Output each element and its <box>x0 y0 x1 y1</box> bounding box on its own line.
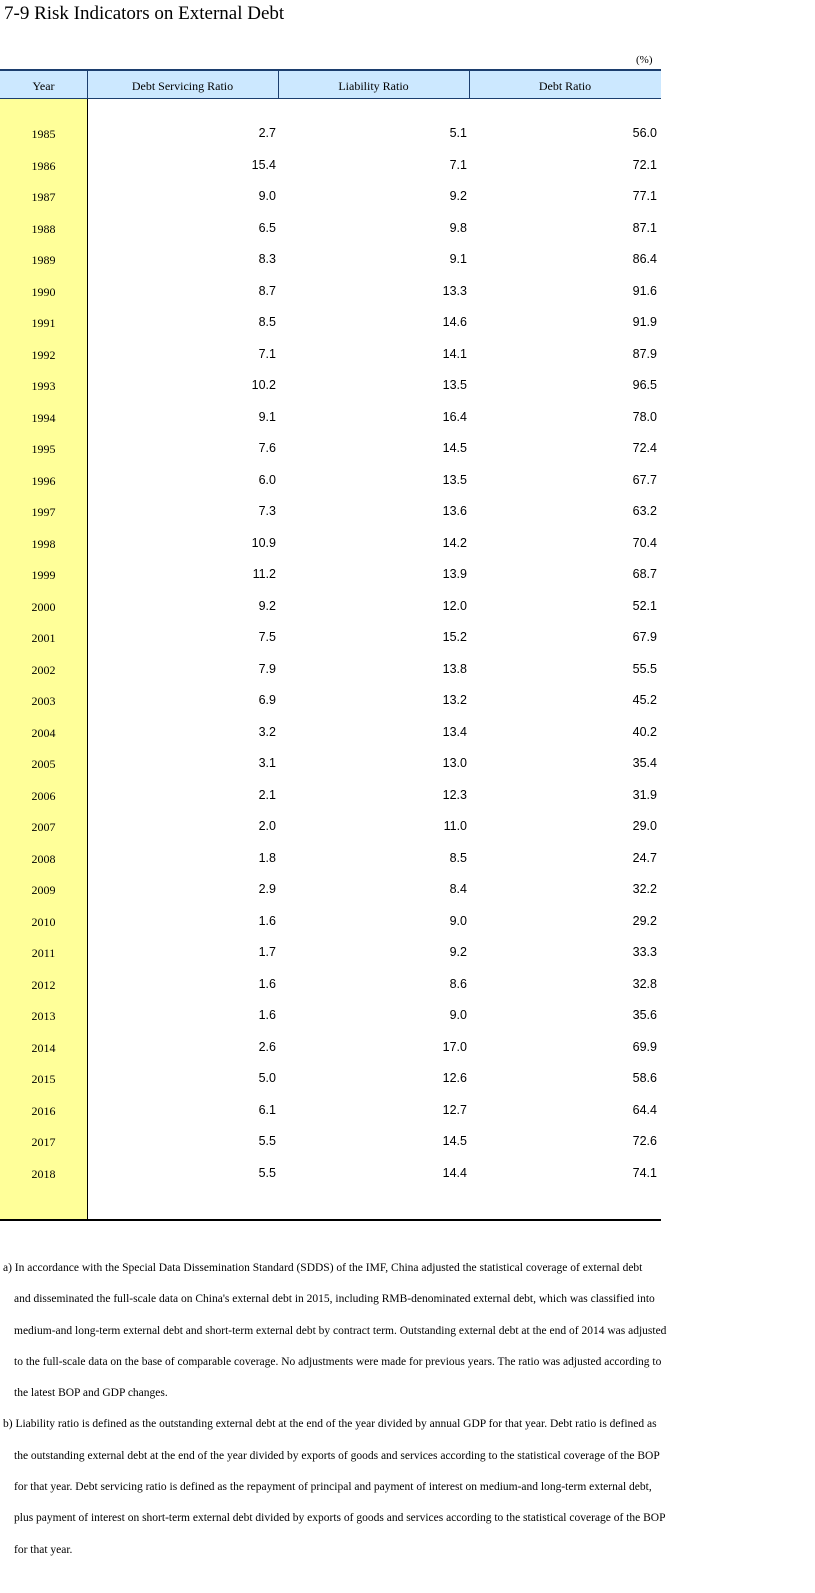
cell-debt-ratio: 69.9 <box>632 1039 657 1054</box>
cell-liability-ratio: 12.6 <box>442 1071 467 1085</box>
cell-debt-ratio: 55.5 <box>632 661 657 676</box>
cell-debt-ratio: 33.3 <box>632 945 657 959</box>
table-row <box>0 1127 661 1159</box>
cell-debt-servicing-ratio: 7.9 <box>258 661 276 676</box>
cell-debt-servicing-ratio: 3.1 <box>258 756 276 770</box>
table-row <box>0 623 661 655</box>
header-debt-servicing-ratio: Debt Servicing Ratio <box>131 79 234 93</box>
cell-year: 2008 <box>31 851 56 866</box>
table-row <box>0 403 661 435</box>
cell-year: 1995 <box>31 442 56 456</box>
cell-liability-ratio: 9.2 <box>449 189 467 203</box>
cell-year: 1991 <box>31 316 56 330</box>
cell-debt-ratio: 87.1 <box>632 220 657 235</box>
cell-debt-servicing-ratio: 9.2 <box>258 598 276 613</box>
cell-year: 2016 <box>31 1103 56 1118</box>
cell-debt-ratio: 78.0 <box>632 409 657 424</box>
cell-debt-servicing-ratio: 8.7 <box>258 283 276 298</box>
cell-debt-ratio: 35.6 <box>632 1008 657 1022</box>
cell-liability-ratio: 14.2 <box>442 535 467 550</box>
footnote-line: to the full-scale data on the base of comparable coverage. No adjustments were made for previous years. The ratio was adjusted according to <box>14 1355 662 1368</box>
table-row <box>0 1001 661 1033</box>
cell-debt-servicing-ratio: 1.7 <box>258 945 276 959</box>
cell-liability-ratio: 14.5 <box>442 441 467 455</box>
header-liability-ratio: Liability Ratio <box>338 79 409 93</box>
table-row <box>0 119 661 151</box>
cell-debt-servicing-ratio: 2.7 <box>258 126 276 140</box>
cell-liability-ratio: 13.5 <box>442 378 467 392</box>
table-row <box>0 245 661 277</box>
cell-liability-ratio: 11.0 <box>443 819 467 833</box>
cell-year: 2017 <box>31 1135 56 1149</box>
table-row <box>0 907 661 939</box>
cell-liability-ratio: 9.8 <box>449 220 467 235</box>
cell-debt-servicing-ratio: 7.3 <box>258 504 276 518</box>
cell-liability-ratio: 14.6 <box>442 315 467 329</box>
cell-debt-servicing-ratio: 5.5 <box>258 1165 276 1180</box>
cell-debt-servicing-ratio: 1.6 <box>258 913 276 928</box>
cell-debt-ratio: 91.6 <box>632 283 657 298</box>
table-row <box>0 214 661 246</box>
cell-debt-servicing-ratio: 5.0 <box>258 1071 276 1085</box>
table-row <box>0 277 661 309</box>
table-row <box>0 1064 661 1096</box>
cell-liability-ratio: 12.0 <box>442 598 467 613</box>
cell-debt-ratio: 91.9 <box>632 315 657 329</box>
cell-year: 2009 <box>31 883 56 897</box>
table-row <box>0 875 661 907</box>
cell-debt-servicing-ratio: 3.2 <box>258 724 276 739</box>
cell-year: 2013 <box>31 1009 56 1023</box>
table-row <box>0 308 661 340</box>
table-row <box>0 844 661 876</box>
header-debt-ratio: Debt Ratio <box>538 79 592 93</box>
cell-liability-ratio: 13.5 <box>442 472 467 487</box>
cell-debt-servicing-ratio: 9.0 <box>258 189 276 203</box>
cell-liability-ratio: 12.3 <box>442 787 467 802</box>
cell-debt-servicing-ratio: 7.6 <box>258 441 276 455</box>
cell-year: 1989 <box>31 253 56 267</box>
cell-debt-ratio: 67.9 <box>632 630 657 644</box>
cell-liability-ratio: 13.8 <box>442 661 467 676</box>
cell-year: 2007 <box>31 820 56 834</box>
table-row <box>0 970 661 1002</box>
cell-debt-ratio: 72.4 <box>632 441 657 455</box>
cell-debt-ratio: 40.2 <box>632 724 657 739</box>
cell-liability-ratio: 8.6 <box>449 976 467 991</box>
cell-debt-servicing-ratio: 15.4 <box>251 157 276 172</box>
cell-debt-servicing-ratio: 5.5 <box>258 1134 276 1148</box>
cell-debt-servicing-ratio: 2.1 <box>258 787 276 802</box>
cell-year: 2006 <box>31 788 56 803</box>
table-row <box>0 1033 661 1065</box>
unit-label: (%) <box>636 54 653 66</box>
cell-year: 1994 <box>31 410 56 425</box>
cell-year: 1990 <box>31 284 56 299</box>
table-row <box>0 1096 661 1128</box>
cell-debt-ratio: 96.5 <box>632 378 657 392</box>
footnote-line: b) Liability ratio is defined as the outstanding external debt at the end of the year divided by annual GDP for that year. Debt ratio is defined as <box>3 1418 657 1431</box>
cell-year: 1996 <box>31 473 56 488</box>
header-divider <box>87 71 88 99</box>
cell-debt-servicing-ratio: 6.0 <box>258 472 276 487</box>
cell-debt-ratio: 64.4 <box>632 1102 657 1117</box>
cell-debt-ratio: 70.4 <box>632 535 657 550</box>
cell-year: 2015 <box>31 1072 56 1086</box>
cell-year: 2005 <box>31 757 56 771</box>
cell-liability-ratio: 17.0 <box>442 1039 467 1054</box>
table-row <box>0 340 661 372</box>
table-row <box>0 1159 661 1191</box>
cell-liability-ratio: 16.4 <box>442 409 467 424</box>
cell-debt-servicing-ratio: 9.1 <box>258 409 276 424</box>
header-divider <box>278 71 279 99</box>
cell-year: 1986 <box>31 158 56 173</box>
cell-debt-ratio: 24.7 <box>632 850 657 865</box>
table-row <box>0 749 661 781</box>
cell-debt-ratio: 77.1 <box>632 189 657 203</box>
cell-liability-ratio: 15.2 <box>442 630 467 644</box>
cell-liability-ratio: 14.1 <box>442 346 467 361</box>
cell-debt-ratio: 58.6 <box>632 1071 657 1085</box>
cell-year: 2002 <box>31 662 56 677</box>
cell-debt-servicing-ratio: 2.6 <box>258 1039 276 1054</box>
table-header <box>0 69 661 99</box>
cell-year: 2018 <box>31 1166 56 1181</box>
cell-debt-servicing-ratio: 8.5 <box>258 315 276 329</box>
table-row <box>0 592 661 624</box>
cell-debt-ratio: 56.0 <box>632 126 657 140</box>
header-divider <box>469 71 470 99</box>
cell-debt-servicing-ratio: 1.8 <box>258 850 276 865</box>
table-body <box>0 119 661 1190</box>
cell-liability-ratio: 5.1 <box>449 126 467 140</box>
cell-debt-servicing-ratio: 2.0 <box>258 819 276 833</box>
cell-liability-ratio: 14.4 <box>442 1165 467 1180</box>
table-row <box>0 560 661 592</box>
cell-liability-ratio: 14.5 <box>442 1134 467 1148</box>
cell-debt-ratio: 72.1 <box>632 157 657 172</box>
footnotes <box>0 1256 790 1569</box>
cell-debt-ratio: 29.2 <box>632 913 657 928</box>
footnote-line: plus payment of interest on short-term external debt divided by exports of goods and services according to the statistical coverage of the BOP <box>14 1512 666 1525</box>
footnote-line: medium-and long-term external debt and short-term external debt by contract term. Outstanding external debt at the end of 2014 was adjusted <box>14 1324 667 1337</box>
cell-debt-ratio: 72.6 <box>632 1134 657 1148</box>
cell-liability-ratio: 7.1 <box>449 157 467 172</box>
cell-year: 2003 <box>31 694 56 708</box>
table-row <box>0 812 661 844</box>
table-bottom-rule <box>0 1219 661 1221</box>
cell-debt-ratio: 32.2 <box>632 882 657 896</box>
cell-debt-ratio: 45.2 <box>632 693 657 707</box>
cell-year: 2012 <box>31 977 56 992</box>
cell-year: 2000 <box>31 599 56 614</box>
table-row <box>0 182 661 214</box>
cell-debt-ratio: 86.4 <box>632 252 657 266</box>
table-row <box>0 655 661 687</box>
cell-liability-ratio: 13.3 <box>442 283 467 298</box>
cell-debt-servicing-ratio: 6.5 <box>258 220 276 235</box>
cell-liability-ratio: 8.5 <box>449 850 467 865</box>
cell-year: 1987 <box>31 190 56 204</box>
cell-debt-servicing-ratio: 10.9 <box>251 535 276 550</box>
cell-year: 2011 <box>31 946 56 960</box>
cell-debt-servicing-ratio: 1.6 <box>258 1008 276 1022</box>
cell-debt-servicing-ratio: 6.1 <box>258 1102 276 1117</box>
cell-year: 1993 <box>31 379 56 393</box>
cell-debt-ratio: 35.4 <box>632 756 657 770</box>
cell-year: 1985 <box>31 127 56 141</box>
cell-debt-servicing-ratio: 2.9 <box>258 882 276 896</box>
table-row <box>0 466 661 498</box>
cell-liability-ratio: 9.0 <box>449 913 467 928</box>
cell-debt-servicing-ratio: 8.3 <box>258 252 276 266</box>
table-row <box>0 529 661 561</box>
cell-debt-servicing-ratio: 7.5 <box>258 630 276 644</box>
page-title: 7-9 Risk Indicators on External Debt <box>4 3 285 24</box>
table-row <box>0 938 661 970</box>
cell-debt-ratio: 29.0 <box>632 819 657 833</box>
cell-debt-ratio: 32.8 <box>632 976 657 991</box>
table-row <box>0 371 661 403</box>
footnote-line: the outstanding external debt at the end of the year divided by exports of goods and services according to the statistical coverage of the BOP <box>14 1449 660 1462</box>
cell-debt-ratio: 87.9 <box>632 346 657 361</box>
cell-year: 2014 <box>31 1040 56 1055</box>
cell-liability-ratio: 9.0 <box>449 1008 467 1022</box>
cell-debt-servicing-ratio: 11.2 <box>252 567 276 581</box>
cell-liability-ratio: 13.9 <box>442 567 467 581</box>
cell-debt-ratio: 52.1 <box>632 598 657 613</box>
cell-debt-ratio: 68.7 <box>632 567 657 581</box>
cell-debt-servicing-ratio: 7.1 <box>258 346 276 361</box>
footnote-line: for that year. Debt servicing ratio is defined as the repayment of principal and payment of interest on medium-and long-term external debt, <box>14 1481 652 1494</box>
cell-year: 2001 <box>31 631 56 645</box>
cell-liability-ratio: 9.1 <box>449 252 467 266</box>
cell-debt-servicing-ratio: 6.9 <box>258 693 276 707</box>
footnote-line: a) In accordance with the Special Data Dissemination Standard (SDDS) of the IMF, China adjusted the statistical coverage of external debt <box>3 1262 643 1274</box>
cell-debt-ratio: 67.7 <box>632 472 657 487</box>
footnote-line: and disseminated the full-scale data on China's external debt in 2015, including RMB-denominated external debt, which was classified into <box>14 1293 655 1306</box>
cell-liability-ratio: 13.0 <box>442 756 467 770</box>
table-row <box>0 151 661 183</box>
header-year: Year <box>32 79 55 93</box>
cell-debt-ratio: 74.1 <box>632 1165 657 1180</box>
cell-liability-ratio: 13.4 <box>442 724 467 739</box>
cell-year: 1999 <box>31 568 56 582</box>
cell-year: 1997 <box>31 505 56 519</box>
table-row <box>0 434 661 466</box>
cell-liability-ratio: 8.4 <box>449 882 467 896</box>
table-row <box>0 497 661 529</box>
cell-liability-ratio: 9.2 <box>449 945 467 959</box>
cell-liability-ratio: 13.2 <box>442 693 467 707</box>
cell-year: 2010 <box>31 914 56 929</box>
cell-debt-ratio: 31.9 <box>632 787 657 802</box>
table-row <box>0 686 661 718</box>
footnote-line: the latest BOP and GDP changes. <box>14 1387 168 1400</box>
footnote-line: for that year. <box>14 1543 73 1556</box>
cell-debt-ratio: 63.2 <box>632 504 657 518</box>
cell-debt-servicing-ratio: 1.6 <box>258 976 276 991</box>
table-row <box>0 718 661 750</box>
cell-liability-ratio: 13.6 <box>442 504 467 518</box>
cell-debt-servicing-ratio: 10.2 <box>251 378 276 392</box>
table-row <box>0 781 661 813</box>
cell-year: 2004 <box>31 725 56 740</box>
data-table <box>0 69 661 1221</box>
cell-year: 1992 <box>31 347 56 362</box>
cell-year: 1988 <box>31 221 56 236</box>
cell-liability-ratio: 12.7 <box>442 1102 467 1117</box>
cell-year: 1998 <box>31 536 56 551</box>
